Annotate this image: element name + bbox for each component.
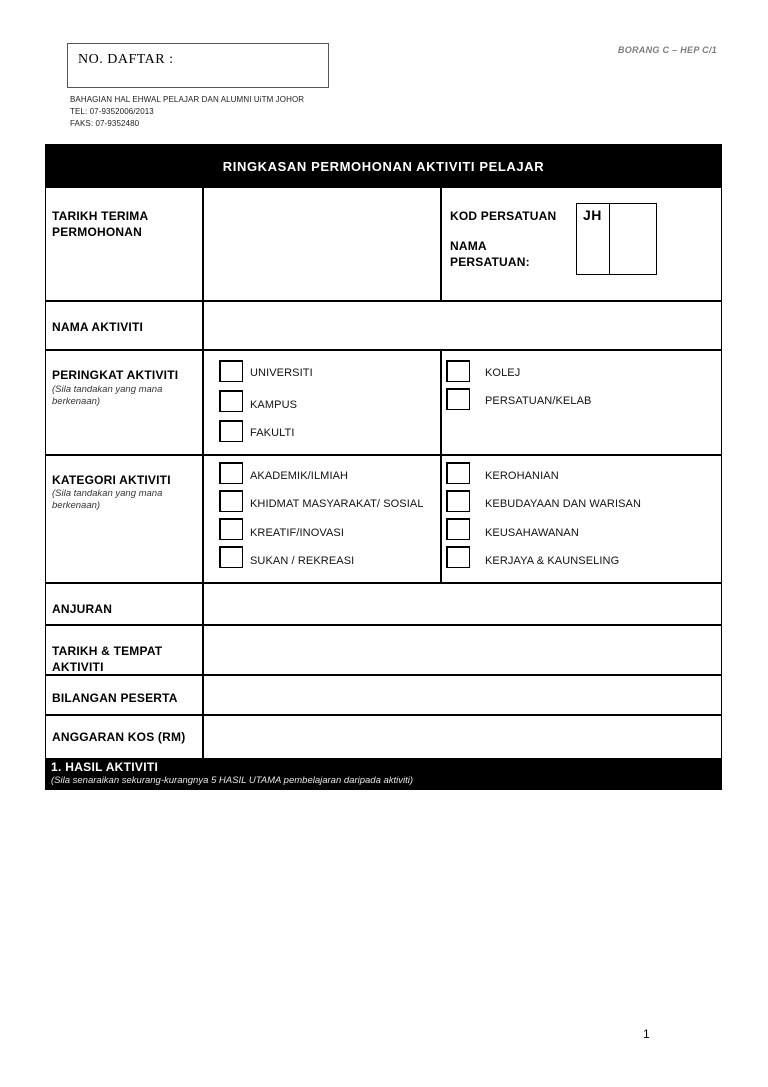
tarikh-tempat-field[interactable] xyxy=(205,627,720,674)
hasil-aktiviti-header xyxy=(45,758,722,790)
checkbox-kerjaya[interactable] xyxy=(446,546,470,568)
kategori-label: KATEGORI AKTIVITI xyxy=(52,473,171,487)
nama-aktiviti-field[interactable] xyxy=(205,302,720,348)
checkbox-khidmat-masyarakat[interactable] xyxy=(219,490,243,512)
column-divider xyxy=(440,349,442,582)
option-kerjaya: KERJAYA & KAUNSELING xyxy=(485,555,620,567)
kod-persatuan-label: KOD PERSATUAN xyxy=(450,209,557,223)
kod-divider xyxy=(609,203,610,275)
option-persatuan-kelab: PERSATUAN/KELAB xyxy=(485,395,592,407)
anjuran-field[interactable] xyxy=(205,585,720,624)
peringkat-label: PERINGKAT AKTIVITI xyxy=(52,368,179,382)
option-universiti: UNIVERSITI xyxy=(250,367,313,379)
checkbox-kerohanian[interactable] xyxy=(446,462,470,484)
bilangan-peserta-field[interactable] xyxy=(205,677,720,714)
anggaran-kos-field[interactable] xyxy=(205,717,720,758)
option-sukan: SUKAN / REKREASI xyxy=(250,555,355,567)
checkbox-universiti[interactable] xyxy=(219,360,243,382)
option-kolej: KOLEJ xyxy=(485,367,521,379)
column-divider xyxy=(440,188,442,301)
option-kreatif: KREATIF/INOVASI xyxy=(250,527,344,539)
row-divider xyxy=(45,624,722,626)
page-number: 1 xyxy=(643,1027,650,1041)
anjuran-label: ANJURAN xyxy=(52,602,113,616)
no-daftar-box[interactable] xyxy=(67,43,329,88)
checkbox-kreatif[interactable] xyxy=(219,518,243,540)
checkbox-akademik[interactable] xyxy=(219,462,243,484)
option-kampus: KAMPUS xyxy=(250,399,298,411)
row-divider xyxy=(45,349,722,351)
tarikh-terima-field[interactable] xyxy=(205,190,439,300)
telephone: TEL: 07-9352006/2013 xyxy=(70,107,154,116)
fax: FAKS: 07-9352480 xyxy=(70,119,140,128)
row-divider xyxy=(45,714,722,716)
tarikh-terima-label: TARIKH TERIMA PERMOHONAN xyxy=(52,209,148,239)
row-divider xyxy=(45,454,722,456)
peringkat-hint: (Sila tandakan yang mana berkenaan) xyxy=(52,384,163,407)
option-keusahawanan: KEUSAHAWANAN xyxy=(485,527,579,539)
row-divider xyxy=(45,582,722,584)
option-kerohanian: KEROHANIAN xyxy=(485,470,559,482)
option-akademik: AKADEMIK/ILMIAH xyxy=(250,470,349,482)
checkbox-sukan[interactable] xyxy=(219,546,243,568)
checkbox-keusahawanan[interactable] xyxy=(446,518,470,540)
no-daftar-label: NO. DAFTAR : xyxy=(78,52,174,67)
option-khidmat-masyarakat: KHIDMAT MASYARAKAT/ SOSIAL xyxy=(250,498,424,510)
kod-prefix: JH xyxy=(583,207,602,223)
checkbox-fakulti[interactable] xyxy=(219,420,243,442)
nama-aktiviti-label: NAMA AKTIVITI xyxy=(52,320,144,334)
checkbox-kolej[interactable] xyxy=(446,360,470,382)
hasil-aktiviti-hint: (Sila senaraikan sekurang-kurangnya 5 HASIL UTAMA pembelajaran daripada aktiviti) xyxy=(51,775,414,786)
checkbox-persatuan-kelab[interactable] xyxy=(446,388,470,410)
kategori-hint: (Sila tandakan yang mana berkenaan) xyxy=(52,488,163,511)
option-fakulti: FAKULTI xyxy=(250,427,295,439)
checkbox-kebudayaan[interactable] xyxy=(446,490,470,512)
hasil-aktiviti-title: 1. HASIL AKTIVITI xyxy=(51,760,159,774)
checkbox-kampus[interactable] xyxy=(219,390,243,412)
nama-persatuan-label: NAMA PERSATUAN: xyxy=(450,239,530,269)
department-name: BAHAGIAN HAL EHWAL PELAJAR DAN ALUMNI UiTM JOHOR xyxy=(70,95,305,104)
form-code: BORANG C – HEP C/1 xyxy=(617,45,717,55)
column-divider xyxy=(202,188,204,758)
bilangan-peserta-label: BILANGAN PESERTA xyxy=(52,691,178,705)
anggaran-kos-label: ANGGARAN KOS (RM) xyxy=(52,730,186,744)
option-kebudayaan: KEBUDAYAAN DAN WARISAN xyxy=(485,498,642,510)
form-title: RINGKASAN PERMOHONAN AKTIVITI PELAJAR xyxy=(45,144,722,188)
tarikh-tempat-label: TARIKH & TEMPAT AKTIVITI xyxy=(52,644,163,674)
